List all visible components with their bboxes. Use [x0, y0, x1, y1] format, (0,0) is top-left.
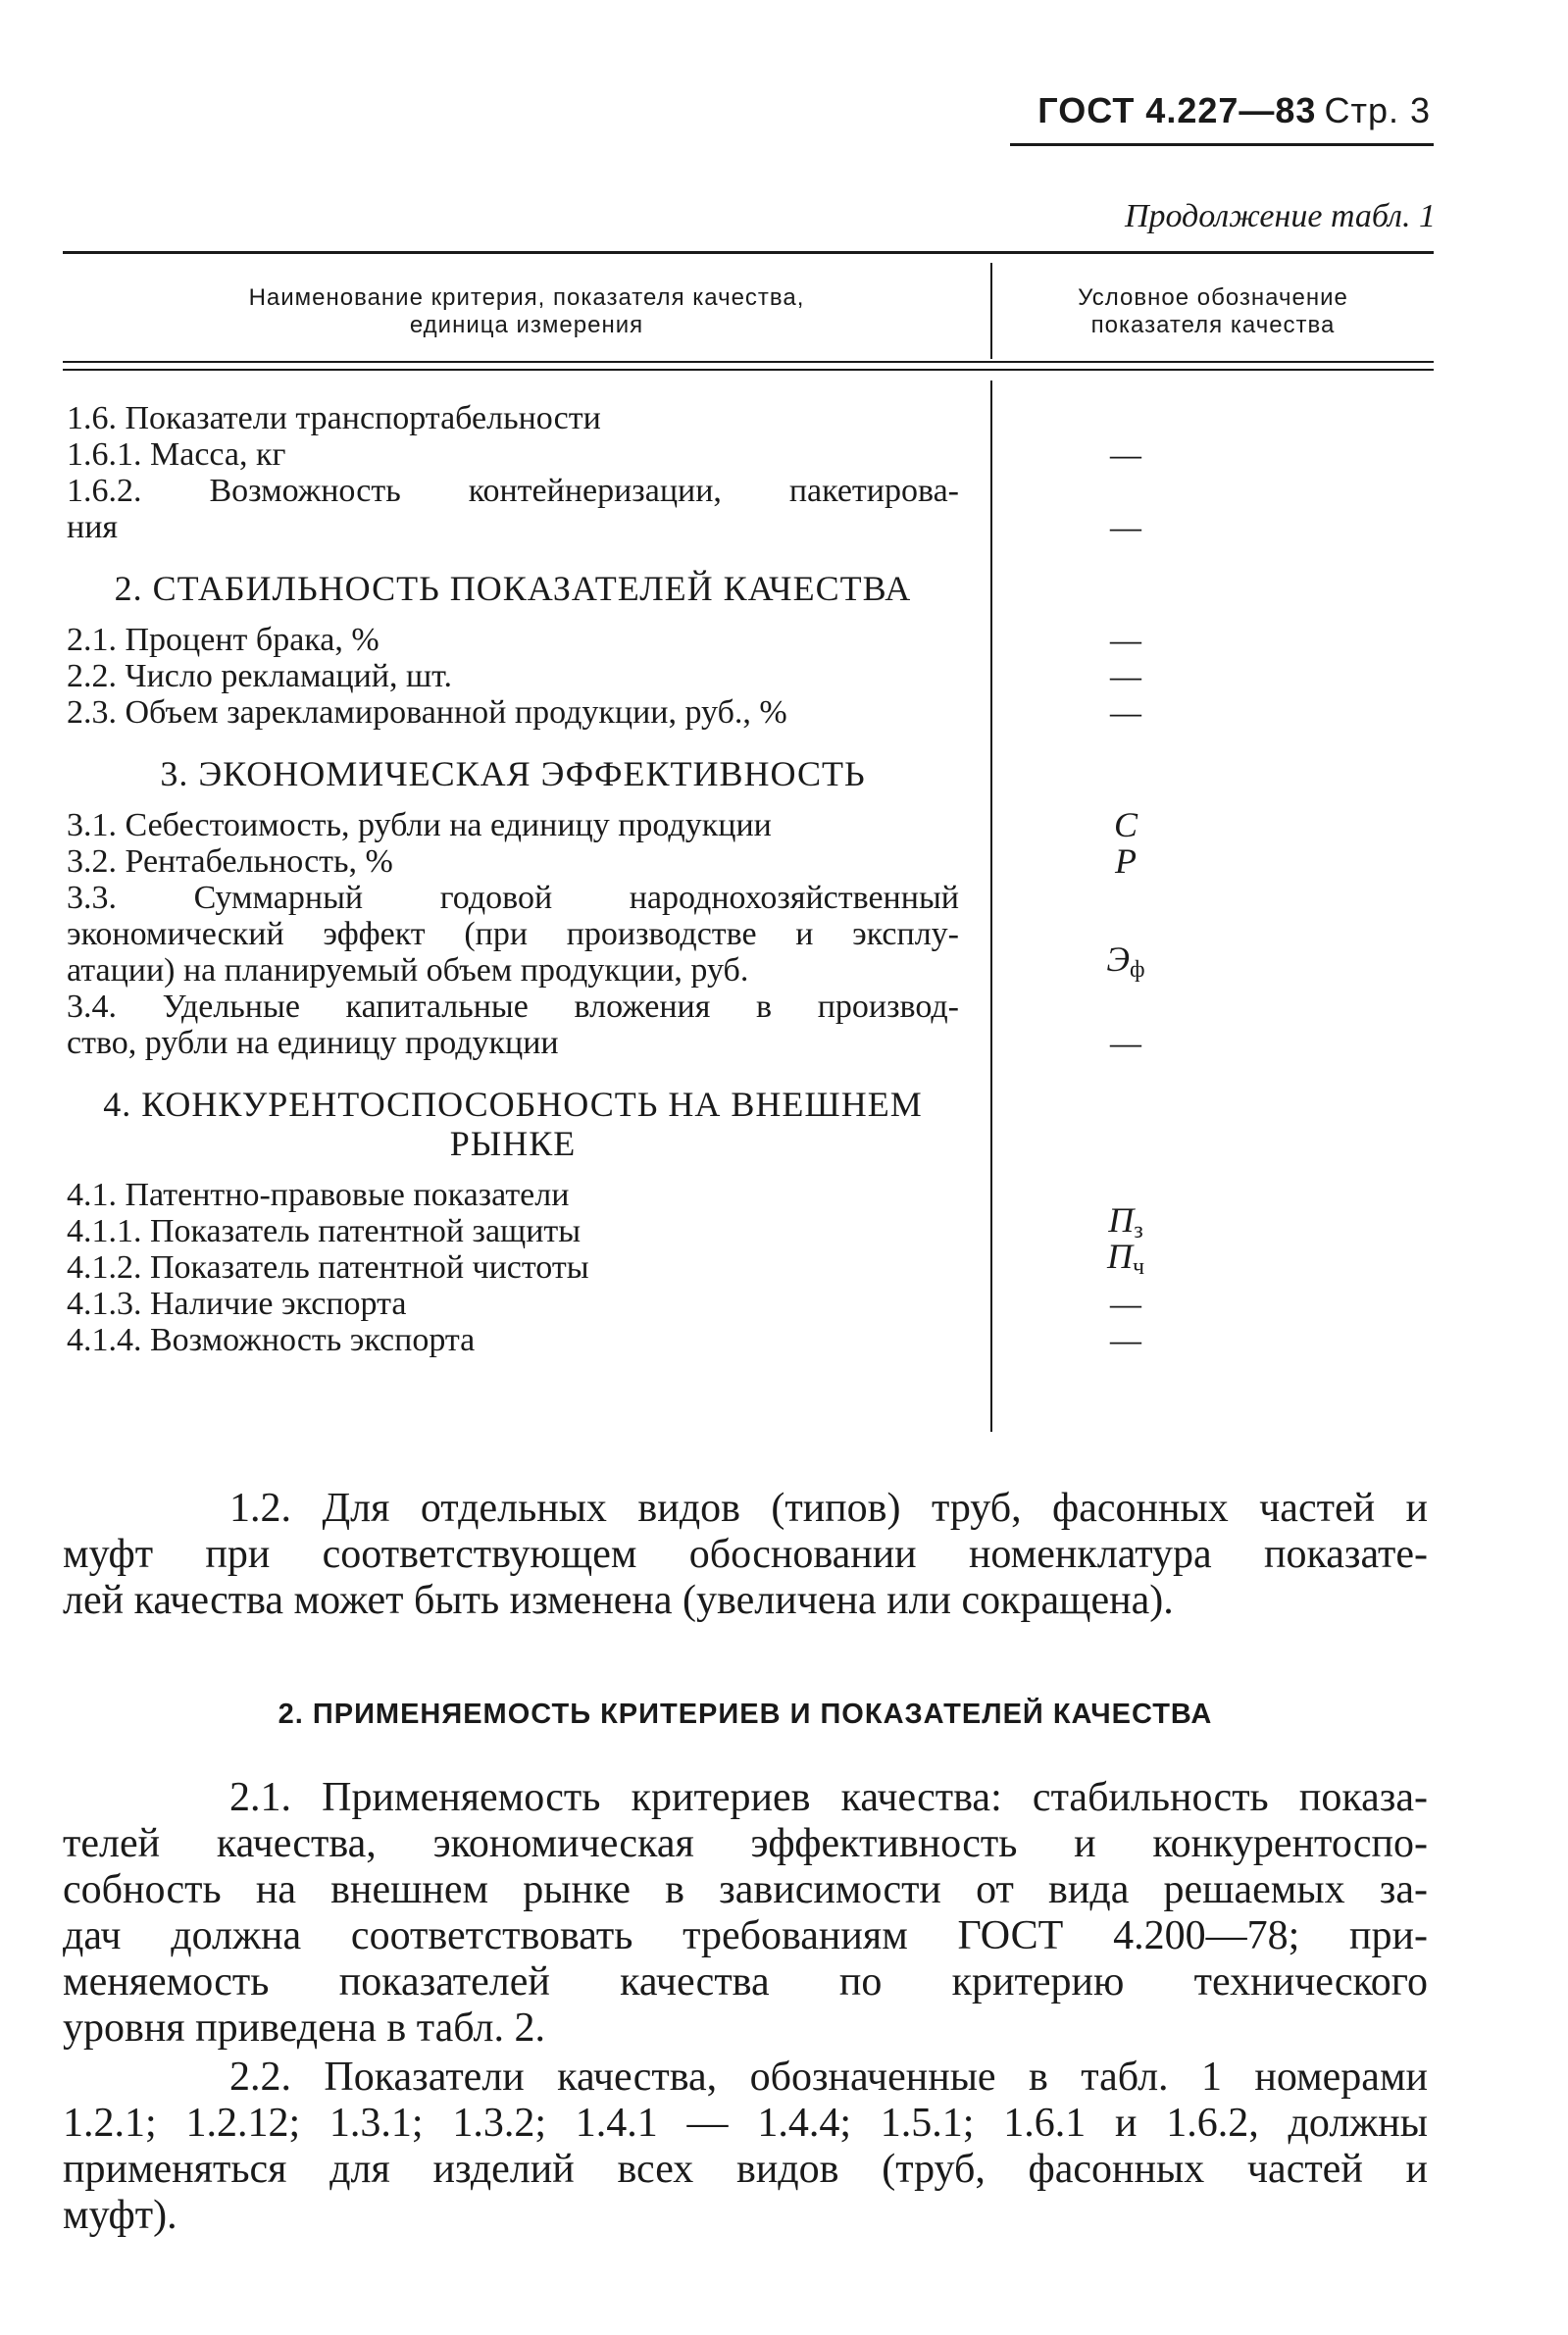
paragraph-line: 1.2. Для отдельных видов (типов) труб, фасонных частей и	[229, 1486, 1428, 1531]
row-text: 1.6.2. Возможность контейнеризации, пакетирова-	[67, 473, 959, 509]
table-section-heading	[67, 1085, 959, 1163]
table-section-heading: 2. СТАБИЛЬНОСТЬ ПОКАЗАТЕЛЕЙ КАЧЕСТВА	[114, 569, 912, 608]
row-text: экономический эффект (при производстве и эксплу-	[67, 916, 959, 952]
table-header-rule	[63, 361, 1434, 363]
row-symbol	[1057, 1239, 1194, 1286]
row-text: 3.1. Себестоимость, рубли на единицу продукции	[67, 807, 772, 843]
section-2-title: 2. ПРИМЕНЯЕМОСТЬ КРИТЕРИЕВ И ПОКАЗАТЕЛЕЙ КАЧЕСТВА	[278, 1699, 1213, 1730]
column-header-symbol	[992, 284, 1434, 339]
paragraph-line: телей качества, экономическая эффективность и конкурентоспо-	[63, 1821, 1428, 1866]
column-header-line: единица измерения	[409, 312, 644, 338]
row-text: 4.1.2. Показатель патентной чистоты	[67, 1249, 589, 1286]
header-rule	[1010, 143, 1434, 146]
row-symbol: —	[1109, 656, 1141, 695]
page-number: Стр. 3	[1324, 90, 1431, 130]
row-text: 4.1. Патентно-правовые показатели	[67, 1177, 570, 1213]
paragraph-2-1	[63, 1775, 1428, 2052]
symbol-subscript: з	[1134, 1218, 1143, 1244]
row-text: 1.6.1. Масса, кг	[67, 436, 286, 473]
row-text: атации) на планируемый объем продукции, руб.	[67, 952, 749, 989]
table-row	[67, 622, 1440, 658]
column-header-criterion	[63, 284, 990, 339]
table-row	[67, 1200, 1440, 1249]
row-symbol: P	[1115, 841, 1137, 881]
section-heading-line: 4. КОНКУРЕНТОСПОСОБНОСТЬ НА ВНЕШНЕМ	[103, 1085, 923, 1124]
paragraph-line: 1.2.1; 1.2.12; 1.3.1; 1.3.2; 1.4.1 — 1.4.4; 1.5.1; 1.6.1 и 1.6.2, должны	[63, 2101, 1428, 2146]
paragraph-line: меняемость показателей качества по критерию технического	[63, 1959, 1428, 2005]
row-text: 2.3. Объем зарекламированной продукции, руб., %	[67, 694, 787, 731]
table-header-rule-double	[63, 369, 1434, 371]
column-header-line: Условное обозначение	[1078, 284, 1348, 311]
column-header-line: показателя качества	[1090, 312, 1336, 338]
table-top-rule	[63, 251, 1434, 254]
table-row	[67, 843, 1440, 880]
row-text: 4.1.1. Показатель патентной защиты	[67, 1213, 582, 1249]
row-text: 3.2. Рентабельность, %	[67, 843, 393, 880]
paragraph-line: 2.2. Показатели качества, обозначенные в табл. 1 номерами	[229, 2055, 1428, 2100]
row-symbol: —	[1109, 692, 1141, 732]
paragraph-line: лей качества может быть изменена (увеличена или сокращена).	[63, 1578, 1174, 1623]
row-symbol	[1057, 941, 1194, 989]
row-symbol: C	[1113, 805, 1138, 844]
table-body	[67, 400, 1440, 1358]
row-symbol: —	[1109, 1320, 1141, 1359]
table-section-heading: 3. ЭКОНОМИЧЕСКАЯ ЭФФЕКТИВНОСТЬ	[160, 754, 866, 793]
paragraph-1-2	[63, 1486, 1428, 1624]
row-text: 3.3. Суммарный годовой народнохозяйственный	[67, 880, 959, 916]
column-header-line: Наименование критерия, показателя качества,	[248, 284, 805, 311]
table-row	[67, 807, 1440, 843]
page-header	[1037, 90, 1431, 131]
table-row	[67, 400, 1440, 436]
paragraph-line: дач должна соответствовать требованиям ГОСТ 4.200—78; при-	[63, 1913, 1428, 1958]
table-continuation-label: Продолжение табл. 1	[1124, 198, 1436, 234]
table-row	[67, 1237, 1440, 1286]
paragraph-line: муфт при соответствующем обосновании номенклатура показате-	[63, 1532, 1428, 1577]
row-text: 4.1.4. Возможность экспорта	[67, 1322, 476, 1358]
table-row	[67, 1322, 1440, 1358]
row-symbol: —	[1109, 1284, 1141, 1323]
row-text: 2.2. Число рекламаций, шт.	[67, 658, 452, 694]
row-text: 1.6. Показатели транспортабельности	[67, 400, 601, 436]
table-row	[67, 989, 1440, 1061]
table-row	[67, 880, 1440, 989]
row-text: 3.4. Удельные капитальные вложения в производ-	[67, 989, 959, 1025]
paragraph-line: муфт).	[63, 2193, 177, 2238]
symbol-subscript: ч	[1132, 1254, 1145, 1280]
row-symbol: —	[1109, 1023, 1141, 1062]
row-text: ния	[67, 509, 119, 545]
table-row	[67, 473, 1440, 545]
paragraph-line: применяться для изделий всех видов (труб, фасонных частей и	[63, 2147, 1428, 2192]
row-symbol: —	[1109, 620, 1141, 659]
symbol-subscript: ф	[1130, 957, 1145, 983]
paragraph-line: 2.1. Применяемость критериев качества: стабильность показа-	[229, 1775, 1428, 1820]
row-symbol: —	[1109, 434, 1141, 474]
row-symbol: —	[1109, 507, 1141, 546]
standard-code: ГОСТ 4.227—83	[1037, 90, 1317, 130]
section-heading-line: РЫНКЕ	[449, 1124, 577, 1163]
row-text: 2.1. Процент брака, %	[67, 622, 379, 658]
symbol-base: П	[1108, 1200, 1135, 1240]
paragraph-line: уровня приведена в табл. 2.	[63, 2005, 546, 2051]
table-row	[67, 436, 1440, 473]
table-row	[67, 1286, 1440, 1322]
row-text: ство, рубли на единицу продукции	[67, 1025, 559, 1061]
table-row	[67, 1177, 1440, 1213]
symbol-base: П	[1106, 1237, 1133, 1276]
row-text: 4.1.3. Наличие экспорта	[67, 1286, 407, 1322]
paragraph-2-2	[63, 2055, 1428, 2239]
symbol-base: Э	[1106, 939, 1130, 979]
table-row	[67, 658, 1440, 694]
table-row	[67, 694, 1440, 731]
paragraph-line: собность на внешнем рынке в зависимости от вида решаемых за-	[63, 1867, 1428, 1912]
